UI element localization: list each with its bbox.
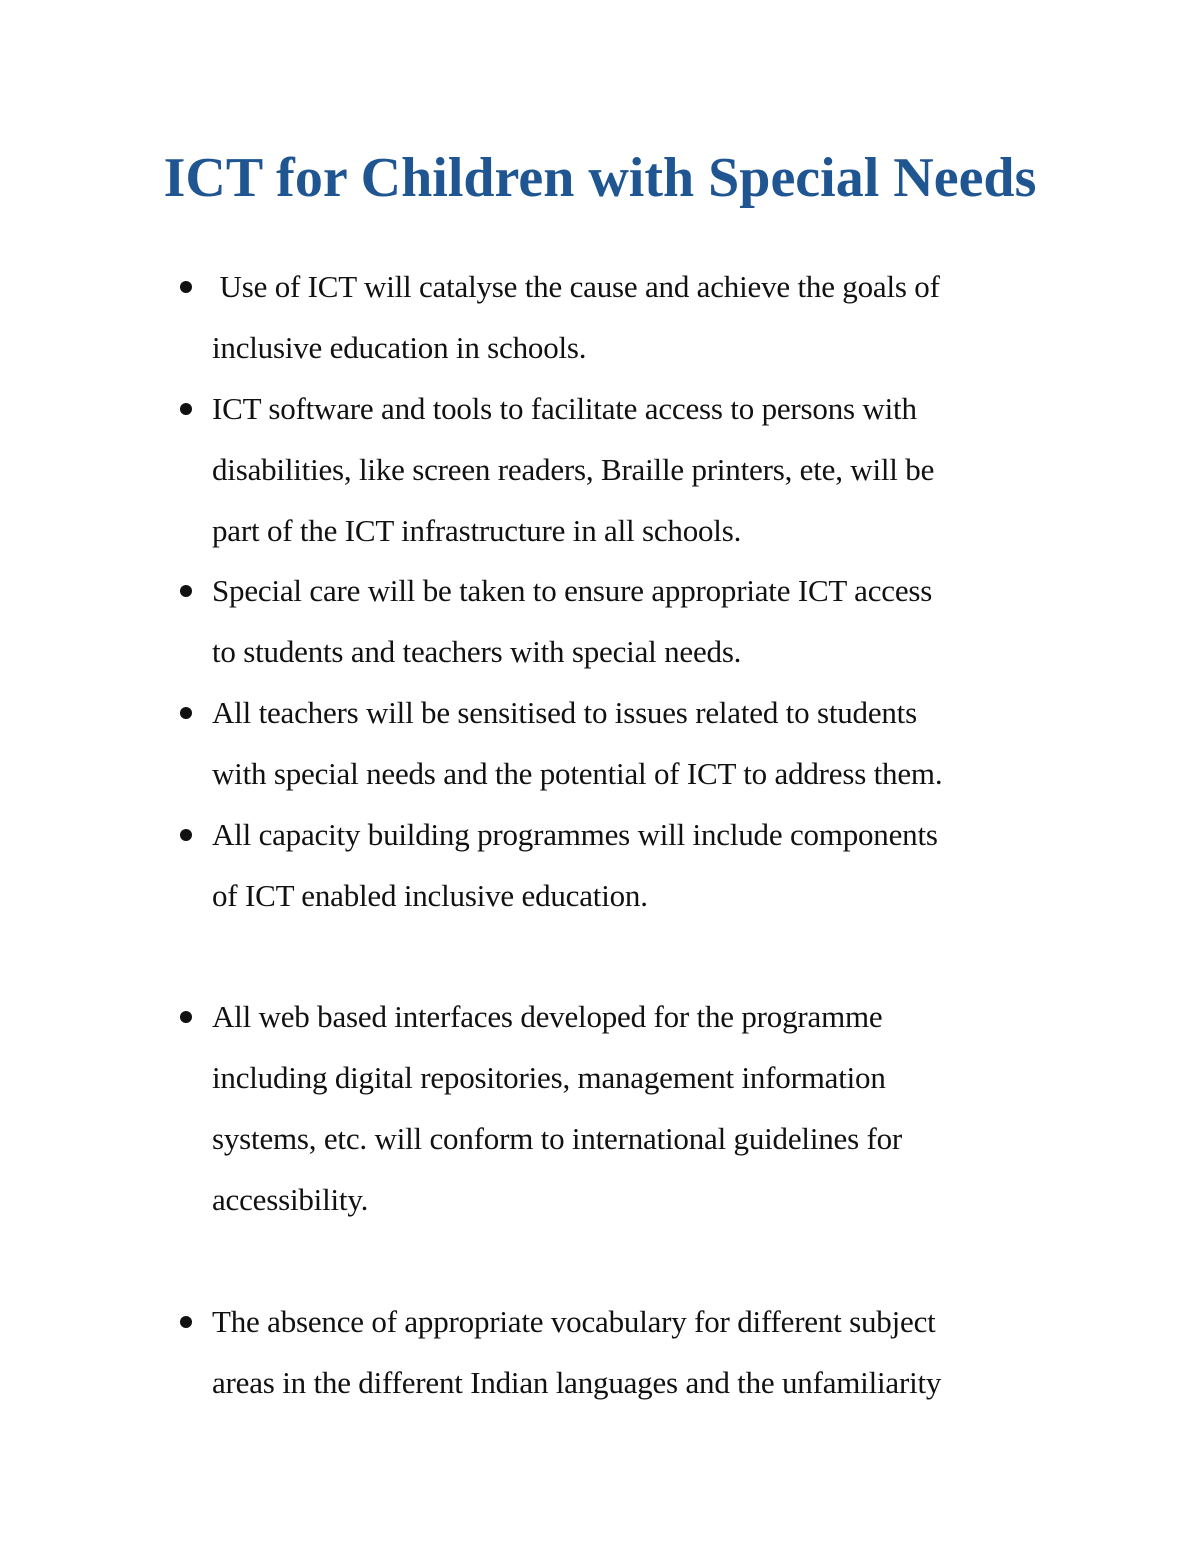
list-item (212, 256, 1072, 378)
line-2: including digital repositories, management information (212, 1060, 886, 1095)
list-item (212, 560, 1072, 682)
line-4: accessibility. (212, 1182, 369, 1217)
list-item (212, 804, 1072, 926)
line-2: of ICT enabled inclusive education. (212, 878, 648, 913)
line-3: part of the ICT infrastructure in all schools. (212, 513, 742, 548)
list-item (212, 1291, 1072, 1413)
line-2: areas in the different Indian languages and the unfamiliarity (212, 1365, 942, 1400)
line-1: All capacity building programmes will include components (212, 817, 938, 852)
line-2: with special needs and the potential of ICT to address them. (212, 756, 943, 791)
line-1: ICT software and tools to facilitate access to persons with (212, 391, 917, 426)
bullet-icon (180, 1011, 192, 1023)
bullet-icon (180, 403, 192, 415)
bullet-icon (180, 829, 192, 841)
line-1: The absence of appropriate vocabulary for different subject (212, 1304, 936, 1339)
line-1: All teachers will be sensitised to issues related to students (212, 695, 917, 730)
line-1: All web based interfaces developed for the programme (212, 999, 883, 1034)
line-1: Special care will be taken to ensure appropriate ICT access (212, 573, 933, 608)
bullet-icon (180, 707, 192, 719)
list-item (212, 682, 1072, 804)
bullet-icon (180, 1316, 192, 1328)
line-2: to students and teachers with special needs. (212, 634, 742, 669)
page-title: ICT for Children with Special Needs (163, 147, 1037, 209)
bullet-icon (180, 281, 192, 293)
line-3: systems, etc. will conform to international guidelines for (212, 1121, 903, 1156)
line-2: inclusive education in schools. (212, 330, 587, 365)
list-item (212, 378, 1072, 561)
line-1: Use of ICT will catalyse the cause and achieve the goals of (212, 269, 940, 304)
bullet-icon (180, 585, 192, 597)
list-item (212, 986, 1072, 1230)
line-2: disabilities, like screen readers, Braille printers, ete, will be (212, 452, 935, 487)
